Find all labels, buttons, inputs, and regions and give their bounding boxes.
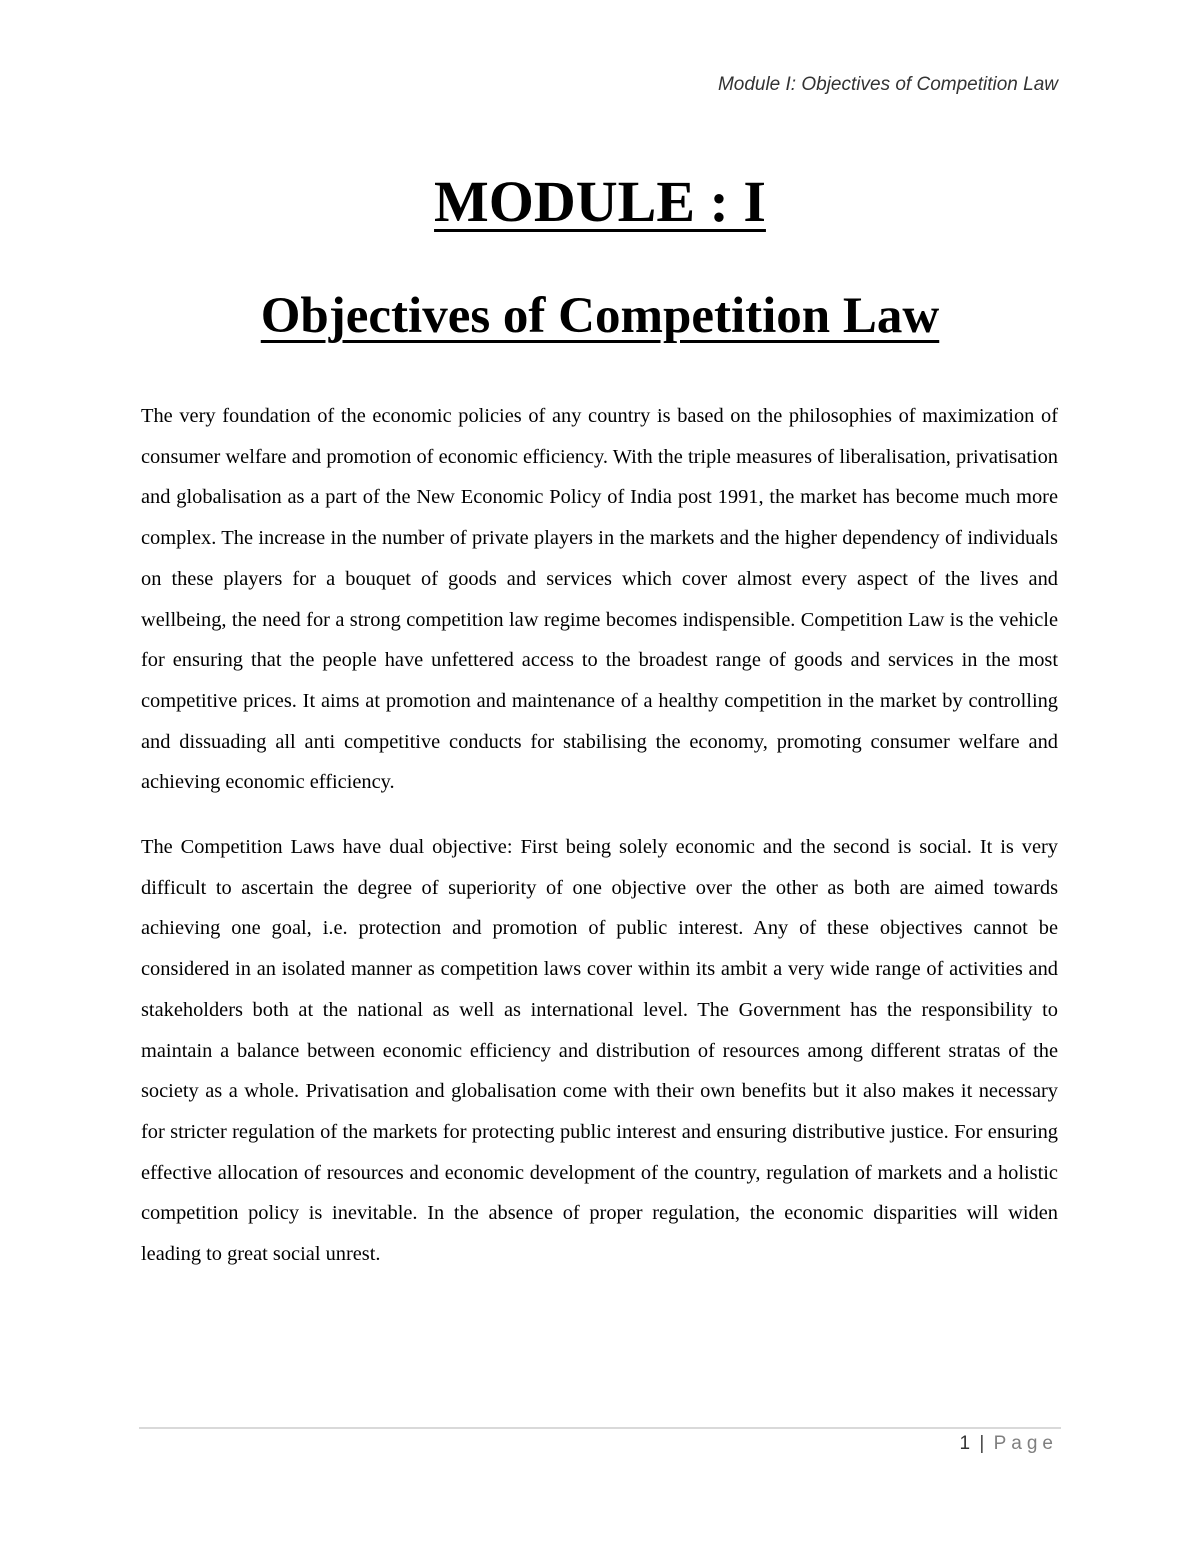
topic-title: Objectives of Competition Law [260,288,940,344]
module-title: MODULE : I [434,169,766,234]
running-header: Module I: Objectives of Competition Law [717,74,1058,95]
page-separator: | [979,1433,985,1454]
title-block [0,162,1200,352]
footer-divider [139,1427,1061,1429]
paragraph-2: The Competition Laws have dual objective: First being solely economic and the second is social. It is very difficult to ascertain the degree of superiority of one objective over the other as both are aimed towards achieving one goal, i.e. protection and promotion of public interest. Any of these objectives cannot be considered in an isolated manner as competition laws cover within its ambit a very wide range of activities and stakeholders both at the national as well as international level. The Government has the responsibility to maintain a balance between economic efficiency and distribution of resources among different stratas of the society as a whole. Privatisation and globalisation come with their own benefits but it also makes it necessary for stricter regulation of the markets for protecting public interest and ensuring distributive justice. For ensuring effective allocation of resources and economic development of the country, regulation of markets and a holistic competition policy is inevitable. In the absence of proper regulation, the economic disparities will widen leading to great social unrest. [141,836,1058,1266]
paragraph-1: The very foundation of the economic policies of any country is based on the philosophies of maximization of consumer welfare and promotion of economic efficiency. With the triple measures of liberalisation, privatisation and globalisation as a part of the New Economic Policy of India post 1991, the market has become much more complex. The increase in the number of private players in the markets and the higher dependency of individuals on these players for a bouquet of goods and services which cover almost every aspect of the lives and wellbeing, the need for a strong competition law regime becomes indispensible. Competition Law is the vehicle for ensuring that the people have unfettered access to the broadest range of goods and services in the most competitive prices. It aims at promotion and maintenance of a healthy competition in the market by controlling and dissuading all anti competitive conducts for stabilising the economy, promoting consumer welfare and achieving economic efficiency. [141,405,1058,794]
body-text [141,396,1058,1299]
page-number: 1 [959,1433,971,1454]
page-label: Page [993,1433,1058,1454]
page-footer [960,1433,1058,1455]
